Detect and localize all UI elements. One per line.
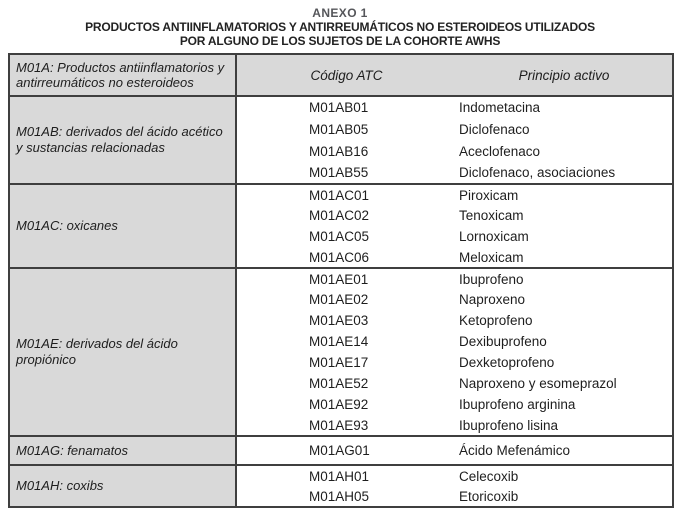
atc-code-cell: M01AB01 <box>236 96 456 118</box>
atc-code-cell: M01AE03 <box>309 313 369 328</box>
atc-code-cell: M01AE02 <box>309 292 369 307</box>
active-principle-cell: Piroxicam <box>456 184 673 205</box>
table-row <box>9 184 673 205</box>
active-principle-cell: Diclofenaco <box>459 121 530 137</box>
group-label-cell: M01AH: coxibs <box>9 465 236 507</box>
active-principle-cell: Ácido Mefenámico <box>456 436 673 465</box>
atc-code-cell: M01AE92 <box>309 397 369 412</box>
table-header <box>9 54 673 96</box>
table-row <box>9 268 673 289</box>
active-principle-cell: Diclofenaco, asociaciones <box>459 165 616 180</box>
atc-code-cell: M01AB05 <box>309 121 369 137</box>
active-principle-cell: Dexketoprofeno <box>459 355 555 370</box>
active-principle-cell: Tenoxicam <box>459 208 524 223</box>
atc-code-cell: M01AE17 <box>309 355 369 370</box>
active-principle-column-header: Principio activo <box>456 54 673 96</box>
atc-code-cell: M01AE52 <box>309 376 369 391</box>
document-title-line: PRODUCTOS ANTIINFLAMATORIOS Y ANTIRREUMÁTICOS NO ESTEROIDEOS UTILIZADOS <box>85 20 595 34</box>
table-row <box>9 436 673 465</box>
group-label-cell: M01AB: derivados del ácido acético y sustancias relacionadas <box>9 96 236 184</box>
group-label-cell: M01AG: fenamatos <box>9 436 236 465</box>
active-principle-cell: Indometacina <box>456 96 673 118</box>
table-row <box>9 465 673 486</box>
active-principle-cell: Naproxeno <box>459 292 526 307</box>
title-block <box>0 0 680 48</box>
group-label-cell: M01AC: oxicanes <box>9 184 236 268</box>
active-principle-cell: Ibuprofeno <box>456 268 673 289</box>
document-subtitle-line: POR ALGUNO DE LOS SUJETOS DE LA COHORTE AWHS <box>179 34 501 48</box>
group-m01ae <box>9 268 673 436</box>
atc-code-cell: M01AC05 <box>309 229 370 244</box>
atc-code-cell: M01AE93 <box>309 417 369 433</box>
active-principle-cell: Ketoprofeno <box>459 313 533 328</box>
atc-code-cell: M01AE14 <box>309 334 369 349</box>
header-row <box>9 54 673 96</box>
active-principle-cell: Etoricoxib <box>459 488 519 504</box>
atc-code-cell: M01AE01 <box>236 268 456 289</box>
active-principle-cell: Ibuprofeno lisina <box>459 417 559 433</box>
active-principle-cell: Lornoxicam <box>459 229 529 244</box>
atc-code-cell: M01AB16 <box>309 143 369 159</box>
atc-code-cell: M01AC06 <box>309 249 370 265</box>
table-row <box>9 96 673 118</box>
atc-code-cell: M01AC01 <box>236 184 456 205</box>
group-label-cell: M01AE: derivados del ácido propiónico <box>9 268 236 436</box>
active-principle-cell: Meloxicam <box>459 249 524 265</box>
atc-code-column-header: Código ATC <box>236 54 456 96</box>
active-principle-cell: Dexibuprofeno <box>459 334 547 349</box>
group-m01ah <box>9 465 673 507</box>
atc-code-cell: M01AB55 <box>309 165 369 180</box>
group-m01ab <box>9 96 673 184</box>
atc-code-cell: M01AH05 <box>309 488 370 504</box>
annex-title: ANEXO 1 <box>312 6 368 20</box>
atc-code-cell: M01AC02 <box>309 208 370 223</box>
group-m01ag <box>9 436 673 465</box>
active-principle-cell: Celecoxib <box>456 465 673 486</box>
atc-code-cell: M01AG01 <box>236 436 456 465</box>
active-principle-cell: Ibuprofeno arginina <box>459 397 576 412</box>
atc-codes-table <box>8 53 674 508</box>
atc-code-cell: M01AH01 <box>236 465 456 486</box>
active-principle-cell: Naproxeno y esomeprazol <box>459 376 617 391</box>
category-header-cell: M01A: Productos antiinflamatorios y antirreumáticos no esteroideos <box>9 54 236 96</box>
active-principle-cell: Aceclofenaco <box>459 143 541 159</box>
group-m01ac <box>9 184 673 268</box>
